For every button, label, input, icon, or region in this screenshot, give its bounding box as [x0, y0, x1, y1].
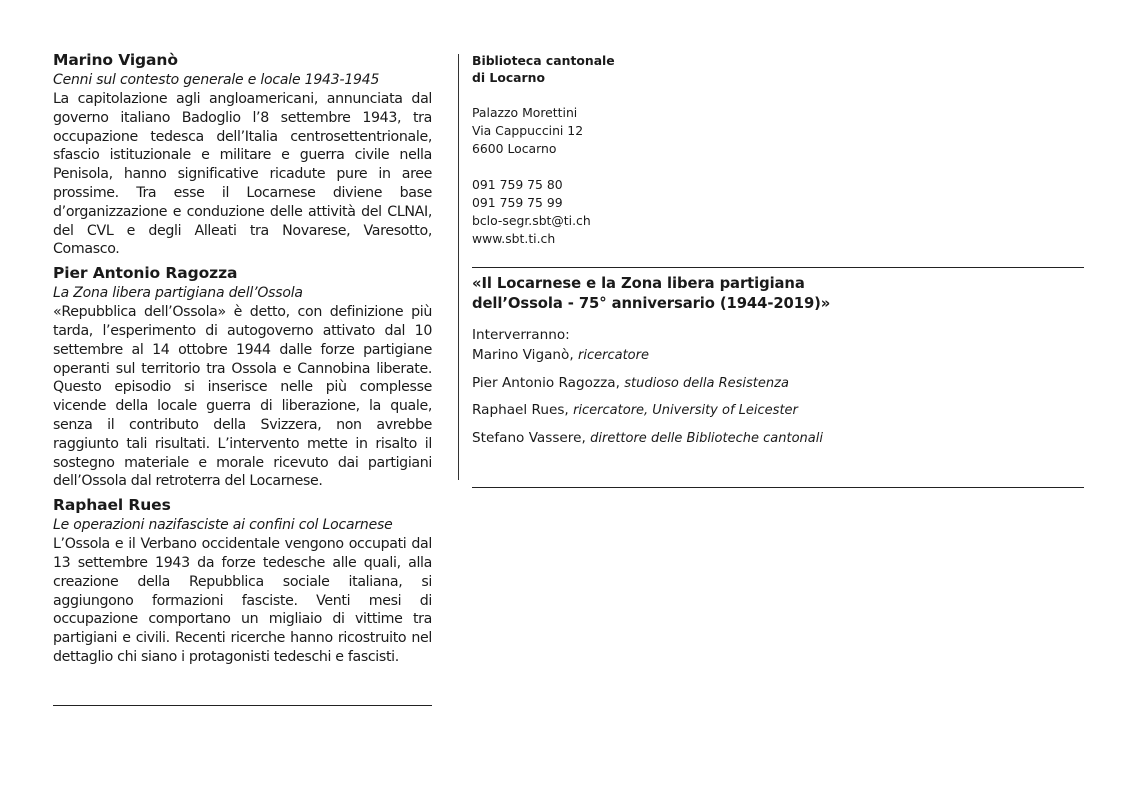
speaker-section-ragozza [53, 263, 432, 491]
talk-title: La Zona libera partigiana dell’Ossola [53, 285, 303, 302]
participants-intro: Interverranno: [472, 327, 570, 343]
speaker-name: Pier Antonio Ragozza [53, 264, 238, 283]
event-info [472, 274, 1084, 456]
divider-right-top [472, 267, 1084, 268]
talk-title: Le operazioni nazifasciste ai confini col Locarnese [53, 517, 393, 534]
event-title: «Il Locarnese e la Zona libera partigiana [472, 275, 805, 292]
participant: Pier Antonio Ragozza, studioso della Resistenza [472, 374, 789, 391]
phone-number: 091 759 75 80 [472, 177, 563, 192]
participant: Raphael Rues, ricercatore, University of Leicester [472, 402, 798, 418]
library-name-line2: di Locarno [472, 70, 545, 85]
fax-number: 091 759 75 99 [472, 195, 563, 210]
talk-abstract: L’Ossola e il Verbano occidentale vengono occupati dal 13 settembre 1943 da forze tedesche alle quali, alla creazione della Repubblica sociale italiana, si aggiungono formazioni fasciste. Venti mesi di occupazione comportano un migliaio di vittime tra partigiani e civili. Recenti ricerche hanno ricostruito nel dettaglio chi siano i protagonisti tedeschi e fascisti. [53, 536, 432, 665]
participant-role: direttore delle Biblioteche cantonali [590, 430, 823, 446]
library-info [472, 52, 772, 248]
email-address: bclo-segr.sbt@ti.ch [472, 213, 591, 228]
speaker-name: Raphael Rues [53, 496, 171, 515]
participants-list [472, 346, 1084, 448]
divider-left-bottom [53, 705, 432, 706]
library-name: Biblioteca cantonale [472, 53, 615, 68]
address-line: Via Cappuccini 12 [472, 123, 584, 138]
participant-name: Stefano Vassere [472, 429, 582, 446]
talk-abstract: «Repubblica dell’Ossola» è detto, con definizione più tarda, l’esperimento di autogoverno attivato dal 10 settembre al 14 ottobre 1944 dalle forze partigiane operanti sul territorio tra Ossola e Cannobina liberate. Questo episodio si inserisce nelle più complesse vicende della locale guerra di liberazione, la quale, senza il contributo della Svizzera, non avrebbe raggiunto tali risultati. L’intervento mette in risalto il sostegno materiale e morale ricevuto dai partigiani dell’Ossola dal retroterra del Locarnese. [53, 304, 432, 490]
speakers-column [53, 50, 432, 671]
speaker-section-vigano [53, 50, 432, 259]
talk-title: Cenni sul contesto generale e locale 1943-1945 [53, 72, 380, 88]
participant-name: Raphael Rues [472, 402, 565, 418]
speaker-name: Marino Viganò [53, 51, 178, 69]
address-line: 6600 Locarno [472, 141, 557, 156]
website: www.sbt.ti.ch [472, 231, 556, 246]
event-title-line2: dell’Ossola - 75° anniversario (1944-2019)» [472, 295, 831, 312]
speaker-section-rues [53, 495, 432, 667]
participant: Stefano Vassere, direttore delle Biblioteche cantonali [472, 429, 823, 446]
divider-right-bottom [472, 487, 1084, 488]
talk-abstract: La capitolazione agli angloamericani, annunciata dal governo italiano Badoglio l’8 settembre 1943, tra occupazione tedesca dell’Italia centrosettentrionale, sfascio istituzionale e militare e guerra civile nella Penisola, hanno significative ricadute pure in aree prossime. Tra esse il Locarnese diviene base d’organizzazione e conduzione delle attività del CLNAI, del CVL e degli Alleati tra Novarese, Varesotto, Comasco. [53, 91, 432, 258]
participant-role: studioso della Resistenza [624, 375, 789, 391]
participant: Marino Viganò, ricercatore [472, 347, 649, 363]
address-line: Palazzo Morettini [472, 105, 578, 120]
participant-name: Pier Antonio Ragozza [472, 374, 616, 391]
vertical-divider [458, 54, 459, 480]
participant-role: ricercatore [578, 348, 649, 363]
participant-name: Marino Viganò [472, 347, 570, 363]
participant-role: ricercatore, University of Leicester [573, 403, 798, 418]
